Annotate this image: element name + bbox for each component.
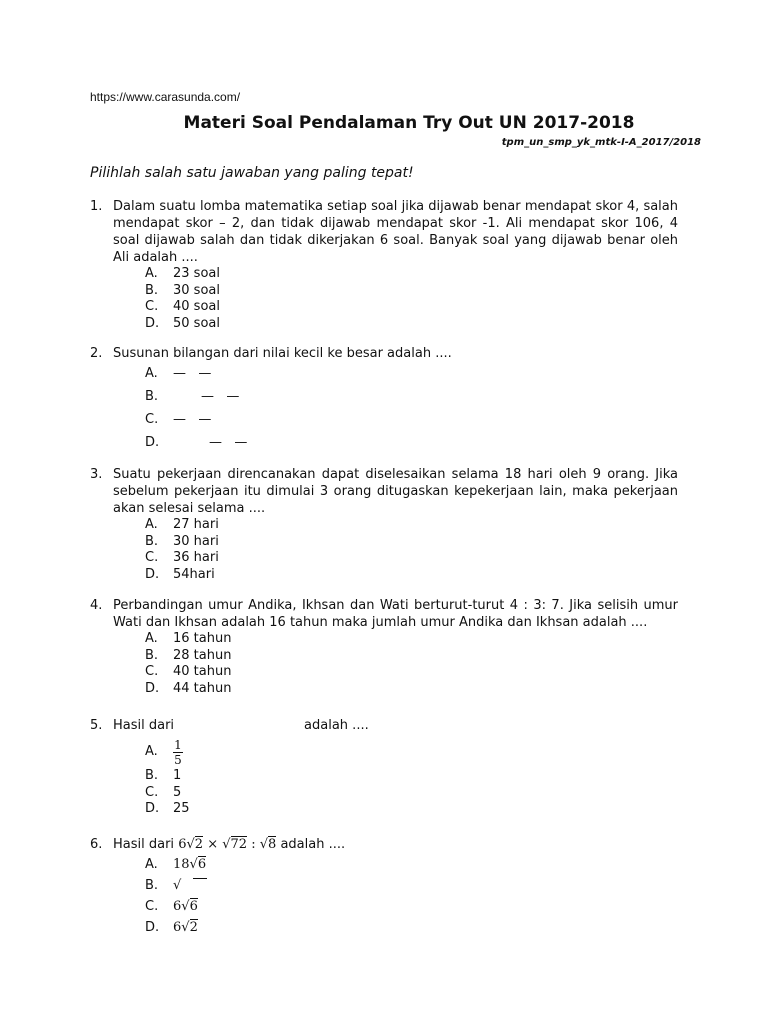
radicand: 72: [230, 837, 248, 852]
sqrt-icon: √: [222, 837, 231, 852]
source-url[interactable]: https://www.carasunda.com/: [90, 90, 241, 104]
option-letter: B.: [145, 647, 159, 663]
option-math: [173, 899, 198, 920]
option-letter: B.: [145, 878, 159, 893]
option-text: 23 soal: [173, 266, 220, 281]
option-text: 44 tahun: [173, 680, 232, 696]
question-text: [113, 717, 678, 734]
option-letter: A.: [145, 266, 158, 281]
question-number: 6.: [90, 837, 103, 852]
question-text-end: adalah ....: [304, 718, 369, 733]
math-expression: [178, 836, 276, 852]
option-letter: B.: [145, 533, 159, 549]
option-d[interactable]: [145, 801, 678, 818]
option-a[interactable]: [145, 517, 678, 534]
option-text: 54hari: [173, 566, 215, 582]
coefficient: 6: [178, 837, 187, 852]
question-number: 4.: [90, 598, 103, 613]
option-text: 16 tahun: [173, 631, 232, 646]
option-text: 40 tahun: [173, 664, 232, 679]
instruction: Pilihlah salah satu jawaban yang paling tepat!: [90, 165, 414, 181]
option-fractions: — —: [209, 435, 248, 450]
question-text-start: Hasil dari: [113, 837, 175, 852]
question-text: [113, 836, 678, 853]
options: [145, 631, 678, 697]
option-letter: A.: [145, 517, 158, 532]
option-c[interactable]: [145, 550, 678, 567]
question-number: 1.: [90, 199, 103, 214]
option-c[interactable]: [145, 785, 678, 802]
question-text: Dalam suatu lomba matematika setiap soal jika dijawab benar mendapat skor 4, salah mendapat skor – 2, dan tidak dijawab mendapat skor -1. Ali mendapat skor 106, 4 soal dijawab salah dan tidak dikerjakan 6 soal. Banyak soal yang dijawab benar oleh Ali adalah ....: [113, 199, 678, 265]
question-4: [90, 597, 678, 697]
radicand: 6: [189, 899, 198, 914]
option-a[interactable]: [145, 631, 678, 648]
option-text: 28 tahun: [173, 647, 232, 663]
question-number: 5.: [90, 718, 103, 733]
option-letter: C.: [145, 664, 159, 679]
option-letter: B.: [145, 282, 159, 298]
coefficient: 6: [173, 920, 182, 935]
options: [145, 266, 678, 332]
fraction-numerator: 1: [174, 737, 182, 752]
option-text: 5: [173, 784, 182, 800]
times-sign: ×: [207, 837, 219, 852]
option-text: 1: [173, 768, 182, 783]
option-letter: D.: [145, 680, 160, 696]
option-text: 27 hari: [173, 517, 219, 532]
option-letter: B.: [145, 389, 159, 404]
options: [145, 517, 678, 583]
option-fractions: — —: [173, 366, 212, 381]
option-letter: A.: [145, 857, 158, 872]
option-letter: C.: [145, 412, 159, 427]
option-a[interactable]: [145, 857, 678, 878]
options: [145, 366, 678, 458]
coefficient: 18: [173, 857, 190, 872]
options: [145, 857, 678, 941]
option-letter: A.: [145, 366, 158, 381]
sqrt-icon: √: [186, 837, 195, 852]
option-text: 25: [173, 801, 190, 816]
option-letter: B.: [145, 768, 159, 783]
option-letter: A.: [145, 743, 158, 759]
sqrt-icon: √: [181, 899, 190, 914]
option-math: [173, 920, 198, 941]
option-d[interactable]: [145, 920, 678, 941]
sqrt-icon: √: [259, 837, 269, 852]
coefficient: 6: [173, 899, 182, 914]
radicand: 2: [189, 920, 198, 935]
option-text: 50 soal: [173, 315, 220, 331]
option-letter: A.: [145, 631, 158, 646]
question-5: [90, 717, 678, 818]
sqrt-icon: √: [189, 857, 198, 872]
option-fractions: — —: [173, 412, 212, 427]
option-letter: D.: [145, 315, 160, 331]
question-2: [90, 345, 678, 458]
option-b[interactable]: [145, 534, 678, 551]
option-letter: C.: [145, 784, 159, 800]
document-title: Materi Soal Pendalaman Try Out UN 2017-2018: [183, 113, 635, 133]
option-d[interactable]: [145, 681, 678, 698]
option-letter: D.: [145, 801, 160, 816]
question-number: 2.: [90, 346, 103, 361]
option-a[interactable]: [145, 266, 678, 283]
question-6: [90, 836, 678, 941]
option-d[interactable]: [145, 316, 678, 333]
radicand-bar: [193, 878, 207, 879]
question-1: [90, 198, 678, 332]
option-b[interactable]: [145, 283, 678, 300]
option-b[interactable]: [145, 648, 678, 665]
options: [145, 736, 678, 818]
option-c[interactable]: [145, 299, 678, 316]
option-a[interactable]: [145, 736, 678, 768]
question-text: Suatu pekerjaan direncanakan dapat diselesaikan selama 18 hari oleh 9 orang. Jika sebelum pekerjaan itu dimulai 3 orang ditugaskan kepekerjaan lain, maka pekerjaan akan selesai selama ....: [113, 467, 678, 516]
radicand: 8: [268, 837, 277, 852]
sqrt-icon: √: [181, 920, 190, 935]
option-c[interactable]: [145, 899, 678, 920]
option-fractions: — —: [201, 389, 240, 404]
question-text: Susunan bilangan dari nilai kecil ke besar adalah ....: [113, 346, 452, 361]
radicand: 2: [194, 837, 204, 852]
radicand: 6: [197, 857, 207, 872]
option-d[interactable]: [145, 567, 678, 584]
option-c[interactable]: [145, 412, 678, 435]
question-text: Perbandingan umur Andika, Ikhsan dan Wati berturut-turut 4 : 3: 7. Jika selisih umur Wati dan Ikhsan adalah 16 tahun maka jumlah umur Andika dan Ikhsan adalah ....: [113, 598, 678, 630]
option-text: 40 soal: [173, 299, 220, 314]
option-letter: C.: [145, 550, 159, 565]
fraction: [173, 738, 183, 767]
option-letter: C.: [145, 899, 159, 914]
option-text: 30 soal: [173, 282, 220, 298]
document-code: tpm_un_smp_yk_mtk-I-A_2017/2018: [501, 137, 701, 148]
option-letter: D.: [145, 435, 160, 450]
option-letter: D.: [145, 566, 160, 582]
option-a[interactable]: [145, 366, 678, 389]
fraction-denominator: 5: [174, 752, 182, 767]
option-letter: D.: [145, 920, 160, 935]
option-d[interactable]: [145, 435, 678, 458]
option-math: [173, 878, 207, 899]
question-number: 3.: [90, 467, 103, 482]
question-text-end: adalah ....: [280, 837, 346, 852]
option-b[interactable]: [145, 768, 678, 785]
option-b[interactable]: [145, 878, 678, 899]
question-text-start: Hasil dari: [113, 718, 175, 733]
divide-sign: :: [251, 837, 256, 852]
option-letter: C.: [145, 299, 159, 314]
option-c[interactable]: [145, 664, 678, 681]
sqrt-icon: √: [173, 878, 182, 893]
option-math: [173, 857, 206, 878]
option-text: 36 hari: [173, 550, 219, 565]
option-b[interactable]: [145, 389, 678, 412]
option-text: 30 hari: [173, 533, 219, 549]
question-3: [90, 466, 678, 583]
